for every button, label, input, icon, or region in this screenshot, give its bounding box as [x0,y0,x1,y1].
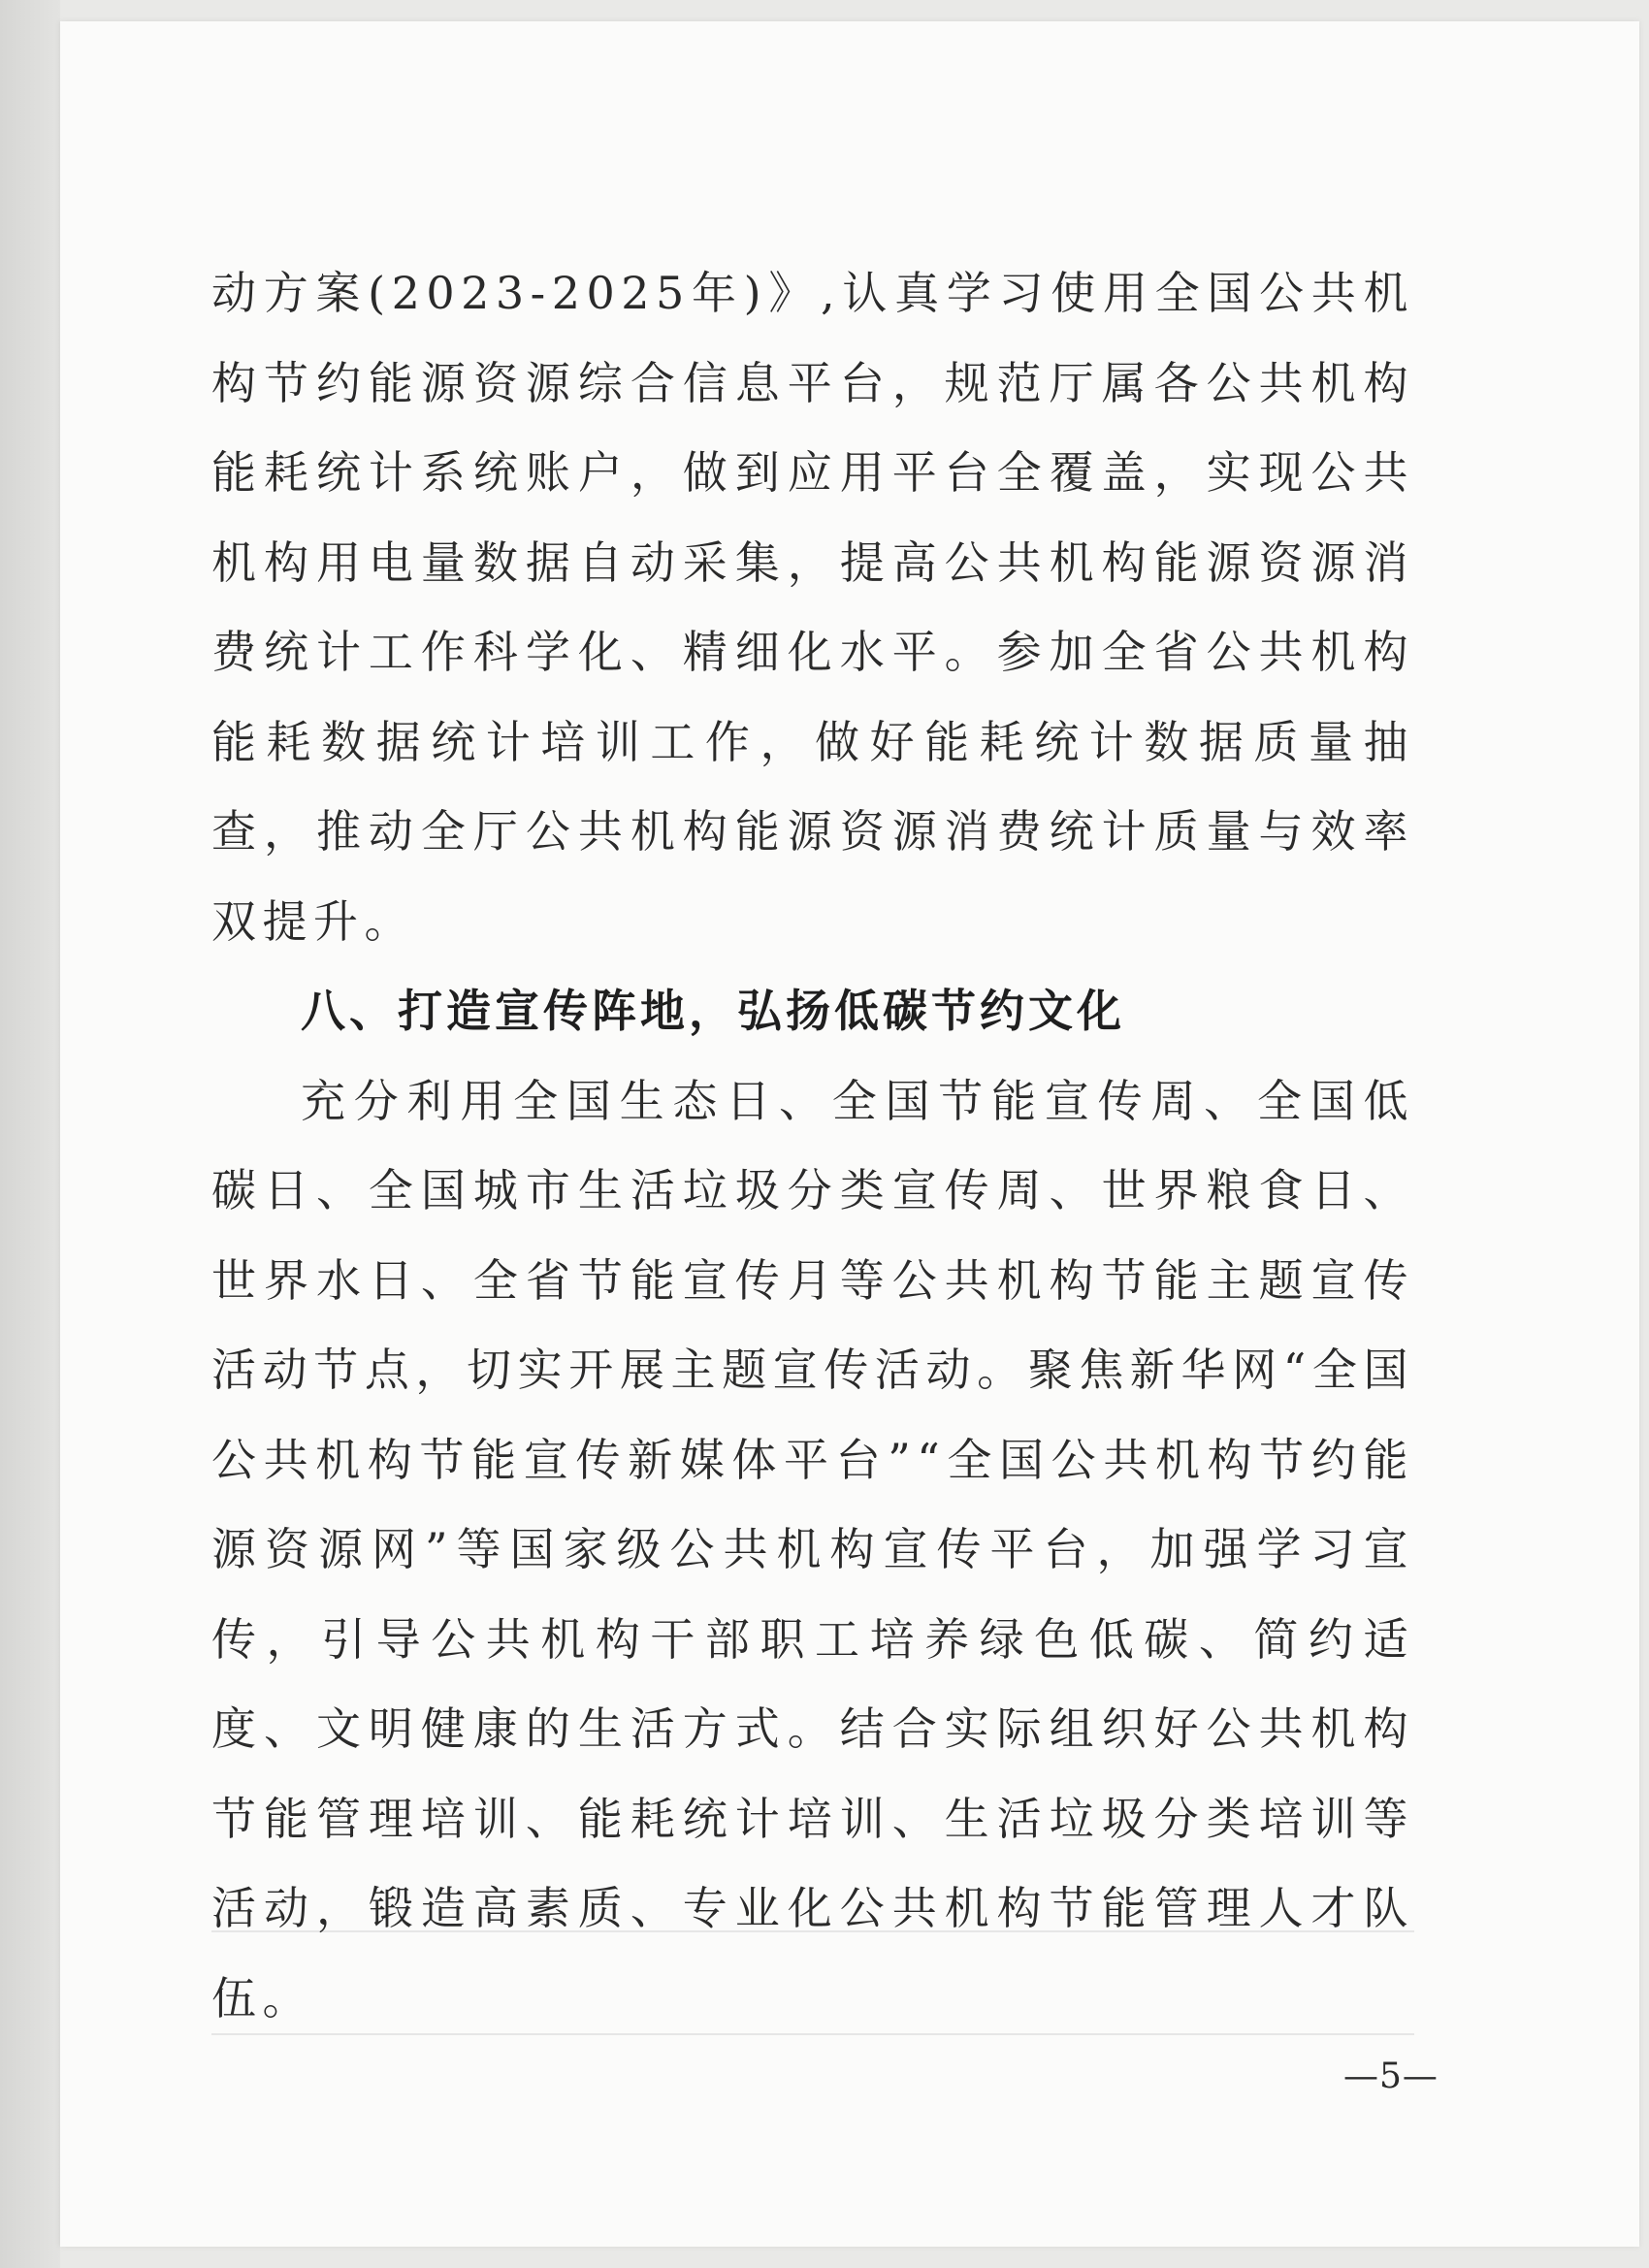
scan-left-margin [0,0,60,2268]
page-number: —5— [1343,2057,1439,2096]
paragraph-statistics: 动方案(2023-2025年)》,认真学习使用全国公共机构节约能源资源综合信息平台，规范厅属各公共机构能耗统计系统账户，做到应用平台全覆盖，实现公共机构用电量数据自动采集，提高公共机构能源资源消费统计工作科学化、精细化水平。参加全省公共机构能耗数据统计培训工作，做好能耗统计数据质量抽查，推动全厅公共机构能源资源消费统计质量与效率双提升。 [211,267,1414,948]
document-body [211,248,1414,2043]
section-heading-8: 八、打造宣传阵地，弘扬低碳节约文化 [301,985,1125,1037]
paragraph-publicity: 充分利用全国生态日、全国节能宣传周、全国低碳日、全国城市生活垃圾分类宣传周、世界粮食日、世界水日、全省节能宣传月等公共机构节能主题宣传活动节点，切实开展主题宣传活动。聚焦新华网“全国公共机构节能宣传新媒体平台”“全国公共机构节约能源资源网”等国家级公共机构宣传平台，加强学习宣传，引导公共机构干部职工培养绿色低碳、简约适度、文明健康的生活方式。结合实际组织好公共机构节能管理培训、能耗统计培训、生活垃圾分类培训等活动，锻造高素质、专业化公共机构节能管理人才队伍。 [211,1074,1414,2025]
